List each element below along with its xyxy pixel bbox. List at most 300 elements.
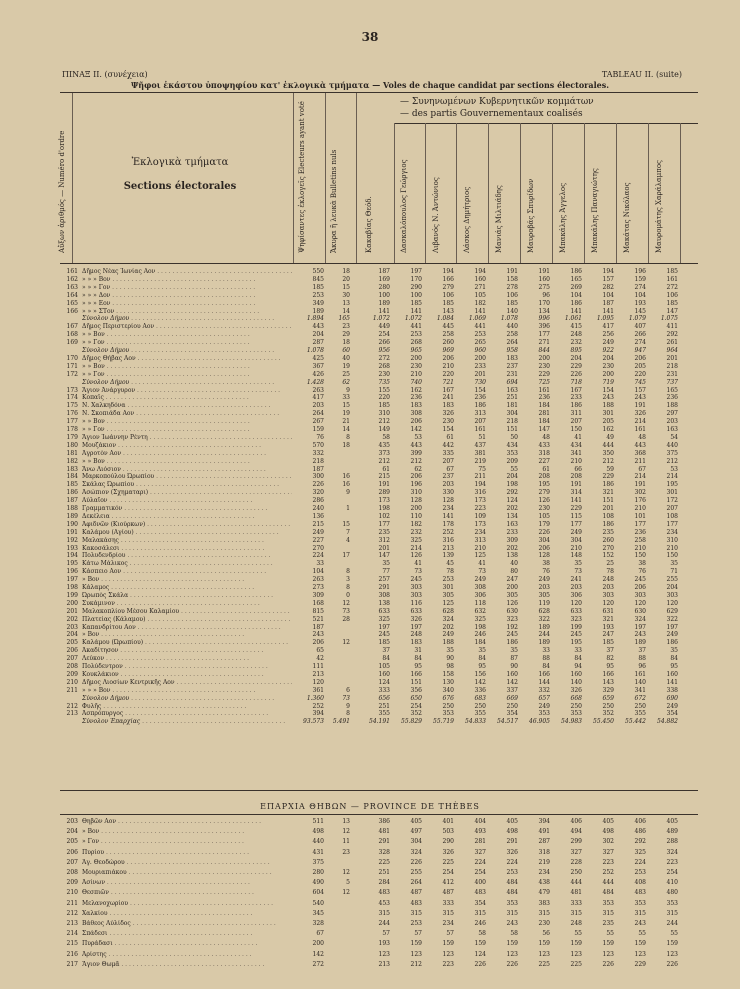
table-cell: 479 [538, 889, 550, 897]
table-cell: 431 [312, 848, 324, 856]
table-cell: 247 [602, 631, 614, 639]
table-cell: 287 [538, 838, 550, 846]
table-cell: 84 [542, 663, 550, 670]
table-cell: 187 [378, 268, 390, 275]
table-cell: 46.905 [529, 718, 550, 726]
table-cell: 21 [342, 418, 350, 426]
table-cell: 53 [414, 433, 422, 441]
table-cell: 233 [570, 394, 582, 402]
table-cell: 191 [634, 402, 646, 410]
table-cell: 337 [506, 686, 518, 694]
table-cell: 77 [382, 568, 390, 576]
table-cell: 120 [634, 599, 646, 607]
table-cell: 225 [442, 858, 454, 866]
table-cell: 212 [602, 457, 614, 465]
table-cell: 185 [666, 299, 678, 307]
table-row [60, 828, 698, 836]
table-cell: 236 [666, 394, 678, 402]
section-name: Κοπαΐς . . . [82, 394, 292, 402]
table-cell: 23 [342, 323, 350, 331]
table-cell: 90 [510, 663, 518, 670]
table-cell: 159 [442, 940, 454, 948]
table-cell: 483 [410, 899, 422, 907]
section-name: Ἀφιδνῶν (Κιούρκων) . . . [82, 521, 292, 529]
row-number: 203 [66, 818, 78, 825]
table-cell: 250 [570, 869, 582, 876]
table-cell: 214 [634, 473, 646, 481]
table-cell: 62 [342, 378, 350, 386]
table-cell: 314 [570, 489, 582, 497]
table-cell: 104 [602, 291, 614, 299]
col-invalid: Ἄκυρα ἢ λευκὰ Bulletins nuls [330, 149, 338, 253]
table-cell: 434 [570, 441, 582, 449]
divider [616, 123, 617, 263]
party-name-gr: — Συνηνωμένων Κυβερνητικῶν κομμάτων [400, 97, 594, 107]
row-number: 190 [66, 520, 78, 528]
table-cell: 189 [634, 639, 646, 647]
table-cell: 254 [474, 869, 486, 876]
section-name: Μελανοχωρίου . . . [82, 900, 292, 908]
table-cell: 154 [474, 386, 486, 394]
table-cell: 166 [602, 670, 614, 678]
section-name: Μουζάκιον . . . [82, 442, 292, 450]
table-cell: 29 [342, 331, 350, 339]
section-name: Ἀκαδίτησον . . . [82, 647, 292, 655]
table-cell: 481 [378, 828, 390, 836]
table-cell: 405 [506, 818, 518, 825]
table-cell: 209 [506, 457, 518, 465]
row-number: 204 [66, 631, 78, 639]
table-cell: 120 [570, 599, 582, 607]
table-cell: 309 [312, 591, 324, 599]
table-cell: 105 [538, 512, 550, 520]
table-cell: 721 [442, 378, 454, 386]
table-cell: 211 [634, 457, 646, 465]
table-cell: 193 [602, 623, 614, 631]
table-cell: 75 [478, 465, 486, 473]
table-cell: 54.983 [561, 718, 582, 726]
table-cell: 315 [506, 909, 518, 917]
table-cell: 100 [410, 291, 422, 299]
table-cell: 223 [602, 858, 614, 866]
table-cell: 134 [538, 307, 550, 315]
table-cell: 282 [602, 283, 614, 291]
table-cell: 232 [410, 528, 422, 536]
table-cell: 134 [506, 512, 518, 520]
table-cell: 138 [506, 552, 518, 560]
table-cell: 315 [570, 909, 582, 917]
table-cell: 243 [312, 631, 324, 639]
table-cell: 104 [634, 291, 646, 299]
table-row [60, 458, 698, 466]
table-row [60, 521, 698, 529]
table-cell: 194 [442, 268, 454, 275]
table-cell: 226 [538, 528, 550, 536]
table-cell: 191 [538, 268, 550, 275]
table-cell: 254 [442, 869, 454, 876]
row-number: 183 [66, 465, 78, 473]
table-cell: 207 [442, 457, 454, 465]
table-cell: 76 [638, 568, 646, 576]
table-cell: 264 [312, 410, 324, 418]
row-number: 193 [66, 544, 78, 552]
table-cell: 176 [634, 497, 646, 505]
table-cell: 212 [666, 457, 678, 465]
table-cell: 969 [442, 347, 454, 354]
table-cell: 320 [312, 489, 324, 497]
table-cell: 326 [634, 410, 646, 418]
row-number: 174 [66, 394, 78, 402]
table-cell: 168 [312, 599, 324, 607]
table-cell: 185 [602, 639, 614, 647]
table-row [60, 951, 698, 959]
row-number: 202 [66, 615, 78, 623]
table-cell: 237 [442, 473, 454, 481]
table-cell: 160 [538, 275, 550, 283]
table-cell: 208 [538, 473, 550, 481]
table-cell: 90 [446, 655, 454, 663]
table-row [60, 466, 698, 474]
table-cell: 251 [506, 394, 518, 402]
table-cell: 440 [506, 323, 518, 331]
table-cell: 333 [442, 899, 454, 907]
table-row [60, 940, 698, 948]
table-cell: 161 [538, 386, 550, 394]
table-cell: 386 [378, 818, 390, 825]
table-cell: 315 [442, 909, 454, 917]
table-cell: 95 [478, 663, 486, 670]
table-cell: 258 [634, 536, 646, 544]
table-cell: 521 [312, 615, 324, 623]
table-cell: 207 [570, 418, 582, 426]
table-cell: 291 [506, 838, 518, 846]
table-cell: 223 [666, 858, 678, 866]
table-cell: 38 [542, 560, 550, 568]
table-cell: 204 [506, 473, 518, 481]
table-header [60, 92, 698, 264]
table-cell: 248 [570, 920, 582, 927]
table-cell: 162 [602, 426, 614, 433]
table-cell: 248 [602, 576, 614, 584]
table-cell: 48 [542, 433, 550, 441]
table-cell: 253 [442, 576, 454, 584]
table-cell: 73 [478, 568, 486, 576]
row-number: 207 [66, 655, 78, 663]
table-cell: 249 [570, 528, 582, 536]
table-cell: 210 [442, 362, 454, 370]
table-cell: 484 [506, 879, 518, 887]
table-cell: 61 [382, 465, 390, 473]
table-cell: 368 [634, 449, 646, 457]
section-name: Χαλκίου . . . [82, 910, 292, 918]
table-cell: 207 [666, 505, 678, 512]
table-cell: 185 [410, 299, 422, 307]
row-number: 210 [66, 678, 78, 686]
table-cell: 128 [410, 497, 422, 505]
table-cell: 61 [542, 465, 550, 473]
table-cell: 480 [666, 889, 678, 897]
col-section-gr: Ἐκλογικὰ τμήματα [131, 157, 229, 168]
table-row [60, 434, 698, 442]
table-cell: 156 [474, 670, 486, 678]
table-cell: 57 [446, 930, 454, 938]
table-cell: 142 [312, 950, 324, 958]
table-cell: 308 [474, 584, 486, 591]
table-cell: 159 [570, 940, 582, 948]
table-cell: 231 [666, 370, 678, 378]
table-cell: 191 [570, 481, 582, 489]
table-cell: 251 [378, 702, 390, 710]
table-cell: 254 [666, 869, 678, 876]
table-cell: 8 [346, 433, 350, 441]
table-cell: 329 [602, 686, 614, 694]
table-cell: 815 [312, 607, 324, 615]
table-cell: 315 [378, 909, 390, 917]
table-cell: 324 [666, 848, 678, 856]
table-cell: 104 [312, 568, 324, 576]
table-cell: 88 [638, 655, 646, 663]
row-number: 187 [66, 497, 78, 505]
table-cell: 353 [634, 899, 646, 907]
table-cell: 279 [538, 489, 550, 497]
table-row [60, 489, 698, 497]
col-row-number: Αὔξων ἀριθμός — Numéro d'ordre [58, 130, 66, 253]
table-cell: 147 [666, 307, 678, 315]
row-number: 207 [66, 858, 78, 866]
table-cell: 304 [506, 410, 518, 418]
table-row [60, 695, 698, 703]
table-cell: 484 [506, 889, 518, 897]
table-cell: 668 [570, 694, 582, 702]
table-cell: 249 [538, 702, 550, 710]
candidate-head-5: Μανιάς Μιλτιάδης [495, 185, 503, 253]
table-cell: 268 [378, 362, 390, 370]
table-cell: 399 [410, 449, 422, 457]
row-number: 210 [66, 889, 78, 897]
table-cell: 206 [538, 544, 550, 552]
row-number: 211 [66, 899, 78, 907]
table-cell: 12 [342, 599, 350, 607]
table-cell: 550 [312, 268, 324, 275]
row-number: 217 [66, 960, 78, 968]
table-cell: 126 [506, 599, 518, 607]
table-cell: 33 [342, 394, 350, 402]
table-cell: 243 [602, 394, 614, 402]
table-cell: 159 [666, 940, 678, 948]
table-cell: 224 [474, 858, 486, 866]
table-cell: 321 [602, 615, 614, 623]
table-cell: 299 [570, 838, 582, 846]
table-cell: 184 [474, 639, 486, 647]
table-row [60, 600, 698, 608]
table-cell: 243 [634, 920, 646, 927]
table-cell: 197 [410, 268, 422, 275]
candidate-head-6: Μαυροβάς Σπυρίδων [527, 178, 535, 253]
table-cell: 123 [442, 950, 454, 958]
row-number: 209 [66, 879, 78, 887]
section-name: » » Βον . . . [82, 331, 292, 339]
table-cell: 246 [474, 920, 486, 927]
section-name: » » » Βον . . . [82, 687, 292, 695]
table-cell: 142 [506, 678, 518, 686]
table-row [60, 687, 698, 695]
table-cell: 265 [474, 339, 486, 347]
table-cell: 55 [574, 930, 582, 938]
table-cell: 35 [382, 560, 390, 568]
table-cell: 96 [638, 663, 646, 670]
table-cell: 441 [410, 323, 422, 331]
table-cell: 290 [410, 283, 422, 291]
table-cell: 540 [312, 899, 324, 907]
table-cell: 28 [342, 615, 350, 623]
table-cell: 33 [574, 647, 582, 655]
section-rule [60, 814, 698, 815]
table-cell: 303 [602, 591, 614, 599]
table-cell: 230 [602, 362, 614, 370]
table-cell: 323 [506, 615, 518, 623]
table-cell: 373 [378, 449, 390, 457]
section-name: » Βον . . . [82, 828, 292, 836]
row-number: 165 [66, 299, 78, 307]
table-cell: 179 [538, 520, 550, 528]
table-cell: 287 [312, 339, 324, 347]
row-number: 167 [66, 323, 78, 331]
table-cell: 258 [442, 331, 454, 339]
table-cell: 143 [442, 307, 454, 315]
section-name: » » Βον . . . [82, 418, 292, 426]
table-cell: 60 [342, 347, 350, 354]
table-cell: 158 [442, 670, 454, 678]
row-number: 189 [66, 512, 78, 520]
table-cell: 178 [442, 520, 454, 528]
table-cell: 206 [410, 473, 422, 481]
table-cell: 226 [666, 960, 678, 968]
table-cell: 203 [442, 481, 454, 489]
table-cell: 442 [442, 441, 454, 449]
table-cell: 50 [510, 433, 518, 441]
section-name: Βάθεος Αὐλίδος . . . [82, 920, 292, 928]
table-cell: 316 [442, 536, 454, 544]
row-number: 161 [66, 268, 78, 275]
section-name: » » Γον . . . [82, 371, 292, 379]
table-cell: 355 [378, 710, 390, 718]
table-cell: 88 [542, 655, 550, 663]
table-cell: 353 [602, 899, 614, 907]
table-cell: 191 [378, 481, 390, 489]
section-name: » » Βον . . . [82, 363, 292, 371]
table-cell: 145 [634, 307, 646, 315]
section-name: Λεύκον . . . [82, 655, 292, 663]
table-cell: 266 [634, 331, 646, 339]
row-number: 180 [66, 441, 78, 449]
table-cell: 441 [474, 323, 486, 331]
table-row [60, 339, 698, 347]
table-cell: 229 [634, 960, 646, 968]
row-number: 196 [66, 568, 78, 576]
table-cell: 632 [474, 607, 486, 615]
table-cell: 396 [538, 323, 550, 331]
table-cell: 243 [634, 631, 646, 639]
table-cell: 197 [378, 623, 390, 631]
table-cell: 426 [312, 370, 324, 378]
table-cell: 9 [346, 386, 350, 394]
section-name: Μουριαπιάκου . . . [82, 869, 292, 877]
table-row [60, 481, 698, 489]
table-cell: 185 [506, 299, 518, 307]
table-cell: 158 [506, 275, 518, 283]
table-cell: 48 [638, 433, 646, 441]
row-number: 206 [66, 848, 78, 856]
table-row [60, 910, 698, 918]
table-cell: 184 [538, 402, 550, 410]
row-number: 181 [66, 449, 78, 457]
table-cell: 210 [634, 505, 646, 512]
table-cell: 54.517 [497, 718, 518, 726]
table-cell: 220 [442, 370, 454, 378]
table-cell: 189 [538, 639, 550, 647]
table-cell: 487 [410, 889, 422, 897]
table-cell: 223 [474, 505, 486, 512]
table-cell: 241 [570, 576, 582, 584]
table-cell: 250 [602, 702, 614, 710]
table-cell: 93.573 [303, 718, 324, 726]
table-cell: 191 [506, 268, 518, 275]
section-title-thebes: ΕΠΑΡΧΙΑ ΘΗΒΩΝ — PROVINCE DE THÈBES [260, 802, 480, 811]
table-cell: 67 [316, 930, 324, 938]
table-cell: 167 [570, 386, 582, 394]
table-row [60, 315, 698, 323]
party-name-fr: — des partis Gouvernementaux coalisés [400, 109, 583, 119]
table-cell: 13 [342, 818, 350, 825]
table-row [60, 473, 698, 481]
table-row [60, 818, 698, 826]
table-row [60, 268, 698, 276]
table-cell: 345 [312, 909, 324, 917]
table-cell: 353 [538, 710, 550, 718]
table-cell: 206 [312, 639, 324, 647]
table-cell: 9 [346, 702, 350, 710]
table-cell: 120 [666, 599, 678, 607]
table-cell: 326 [442, 410, 454, 418]
table-cell: 258 [506, 331, 518, 339]
table-cell: 355 [474, 710, 486, 718]
table-cell: 354 [474, 899, 486, 907]
section-name: Μαρκοπούλου Ὠρωπίου . . . [82, 473, 292, 481]
table-cell: 417 [602, 323, 614, 331]
row-number: 191 [66, 528, 78, 536]
table-cell: 628 [538, 607, 550, 615]
table-cell: 243 [506, 920, 518, 927]
table-cell: 96 [542, 291, 550, 299]
divider [648, 123, 649, 263]
table-cell: 177 [634, 520, 646, 528]
table-row [60, 450, 698, 458]
table-cell: 157 [602, 275, 614, 283]
table-cell: 84 [382, 655, 390, 663]
table-cell: 257 [378, 576, 390, 584]
table-cell: 186 [602, 520, 614, 528]
table-cell: 58 [478, 930, 486, 938]
table-cell: 324 [442, 615, 454, 623]
table-cell: 278 [506, 283, 518, 291]
row-number: 172 [66, 370, 78, 378]
table-row [60, 292, 698, 300]
divider [456, 123, 457, 263]
section-name: Μαλακάσης . . . [82, 537, 292, 545]
table-label-greek: ΠΙΝΑΞ II. (συνέχεια) [62, 70, 148, 79]
table-cell: 659 [602, 694, 614, 702]
row-number: 170 [66, 354, 78, 362]
